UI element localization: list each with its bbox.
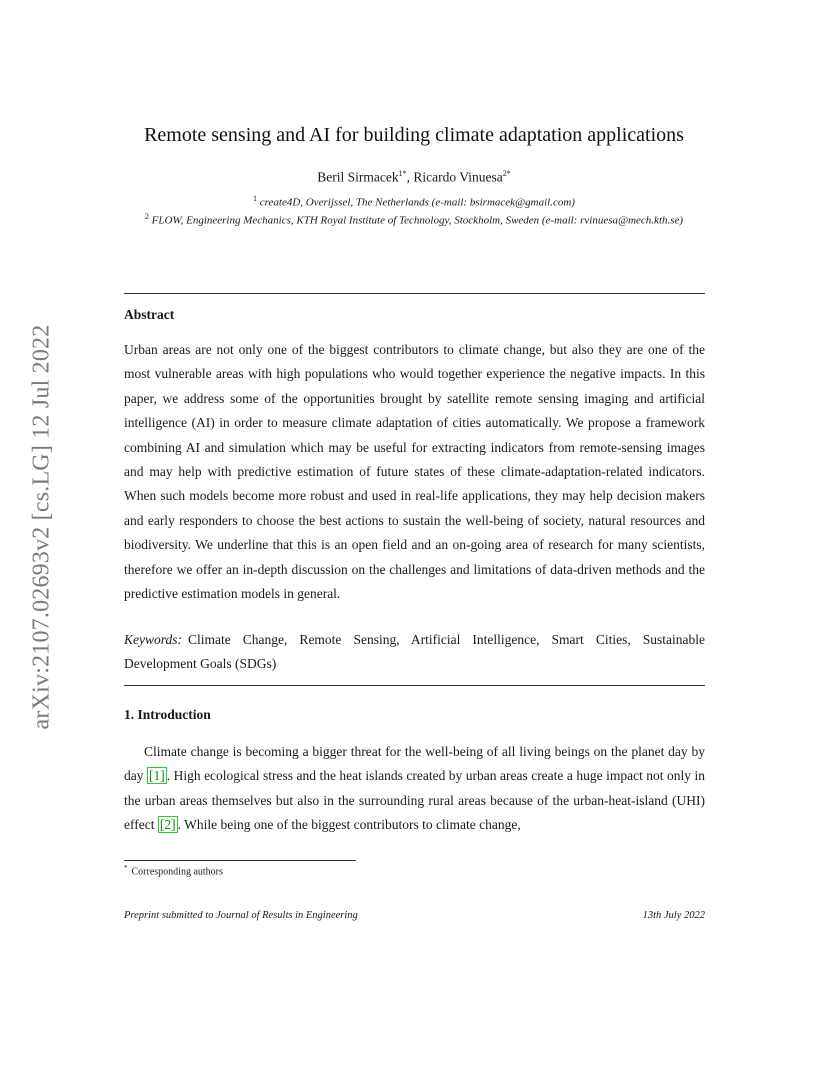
author-mark: 2* — [502, 169, 511, 178]
keywords — [124, 628, 705, 677]
affiliation-2 — [140, 210, 688, 228]
paper-title: Remote sensing and AI for building climate adaptation applications — [144, 124, 684, 146]
keywords-list: Climate Change, Remote Sensing, Artificial Intelligence, Smart Cities, Sustainable Development Goals (SDGs) — [124, 632, 705, 672]
citation-link[interactable]: [1] — [148, 768, 165, 784]
abstract-heading: Abstract — [124, 307, 175, 322]
citation-link[interactable]: [2] — [159, 817, 176, 833]
affiliation-text: create4D, Overijssel, The Netherlands (e-mail: bsirmacek@gmail.com) — [259, 196, 575, 209]
footer-preprint-note: Preprint submitted to Journal of Results in Engineering — [124, 910, 358, 921]
author-name: Ricardo Vinuesa — [413, 169, 503, 185]
affiliation-1 — [140, 192, 688, 210]
introduction-paragraph — [124, 740, 705, 838]
footnote — [124, 864, 223, 877]
page-footer — [124, 910, 705, 921]
footnote-text: Corresponding authors — [131, 866, 223, 878]
affiliation-text: FLOW, Engineering Mechanics, KTH Royal Institute of Technology, Stockholm, Sweden (e-mail: rvinuesa@mech.kth.se) — [151, 214, 684, 227]
abstract-top-rule — [124, 293, 705, 294]
author-line — [0, 169, 828, 186]
paragraph-text: Climate change is becoming a bigger threat for the well-being of all living beings on the planet day by day — [124, 744, 705, 784]
affiliations — [140, 192, 688, 227]
paragraph-text: . High ecological stress and the heat islands created by urban areas create a huge impact not only in the urban areas themselves but also in the surrounding rural areas because of the urban-heat-island (UHI) effect — [124, 768, 705, 833]
keywords-label: Keywords: — [124, 632, 182, 647]
author-name: Beril Sirmacek — [317, 169, 399, 185]
affiliation-number: 2 — [144, 211, 149, 221]
arxiv-identifier-stamp: arXiv:2107.02693v2 [cs.LG] 12 Jul 2022 — [28, 324, 55, 730]
affiliation-number: 1 — [253, 194, 258, 203]
section-heading-introduction: 1. Introduction — [124, 707, 211, 722]
footer-date: 13th July 2022 — [642, 910, 705, 921]
abstract-body: Urban areas are not only one of the biggest contributors to climate change, but also they are one of the most vulnerable areas with high populations who would together experience the negative impacts. In this paper, we address some of the opportunities brought by satellite remote sensing imaging and artificial intelligence (AI) in order to measure climate adaptation of cities automatically. We propose a framework combining AI and simulation which may be useful for extracting indicators from remote-sensing images and may help with predictive estimation of future states of these climate-adaptation-related indicators. When such models become more robust and used in real-life applications, they may help decision makers and early responders to choose the best actions to sustain the well-being of society, natural resources and biodiversity. We underline that this is an open field and an on-going area of research for many scientists, therefore we offer an in-depth discussion on the challenges and limitations of data-driven methods and the predictive estimation models in general. — [124, 342, 705, 602]
author-mark: 1* — [398, 169, 407, 178]
paragraph-text: . While being one of the biggest contributors to climate change, — [177, 817, 521, 833]
footnote-rule — [124, 860, 356, 861]
abstract-bottom-rule — [124, 685, 705, 686]
footnote-mark: * — [124, 864, 128, 872]
author-separator: , — [406, 169, 414, 185]
